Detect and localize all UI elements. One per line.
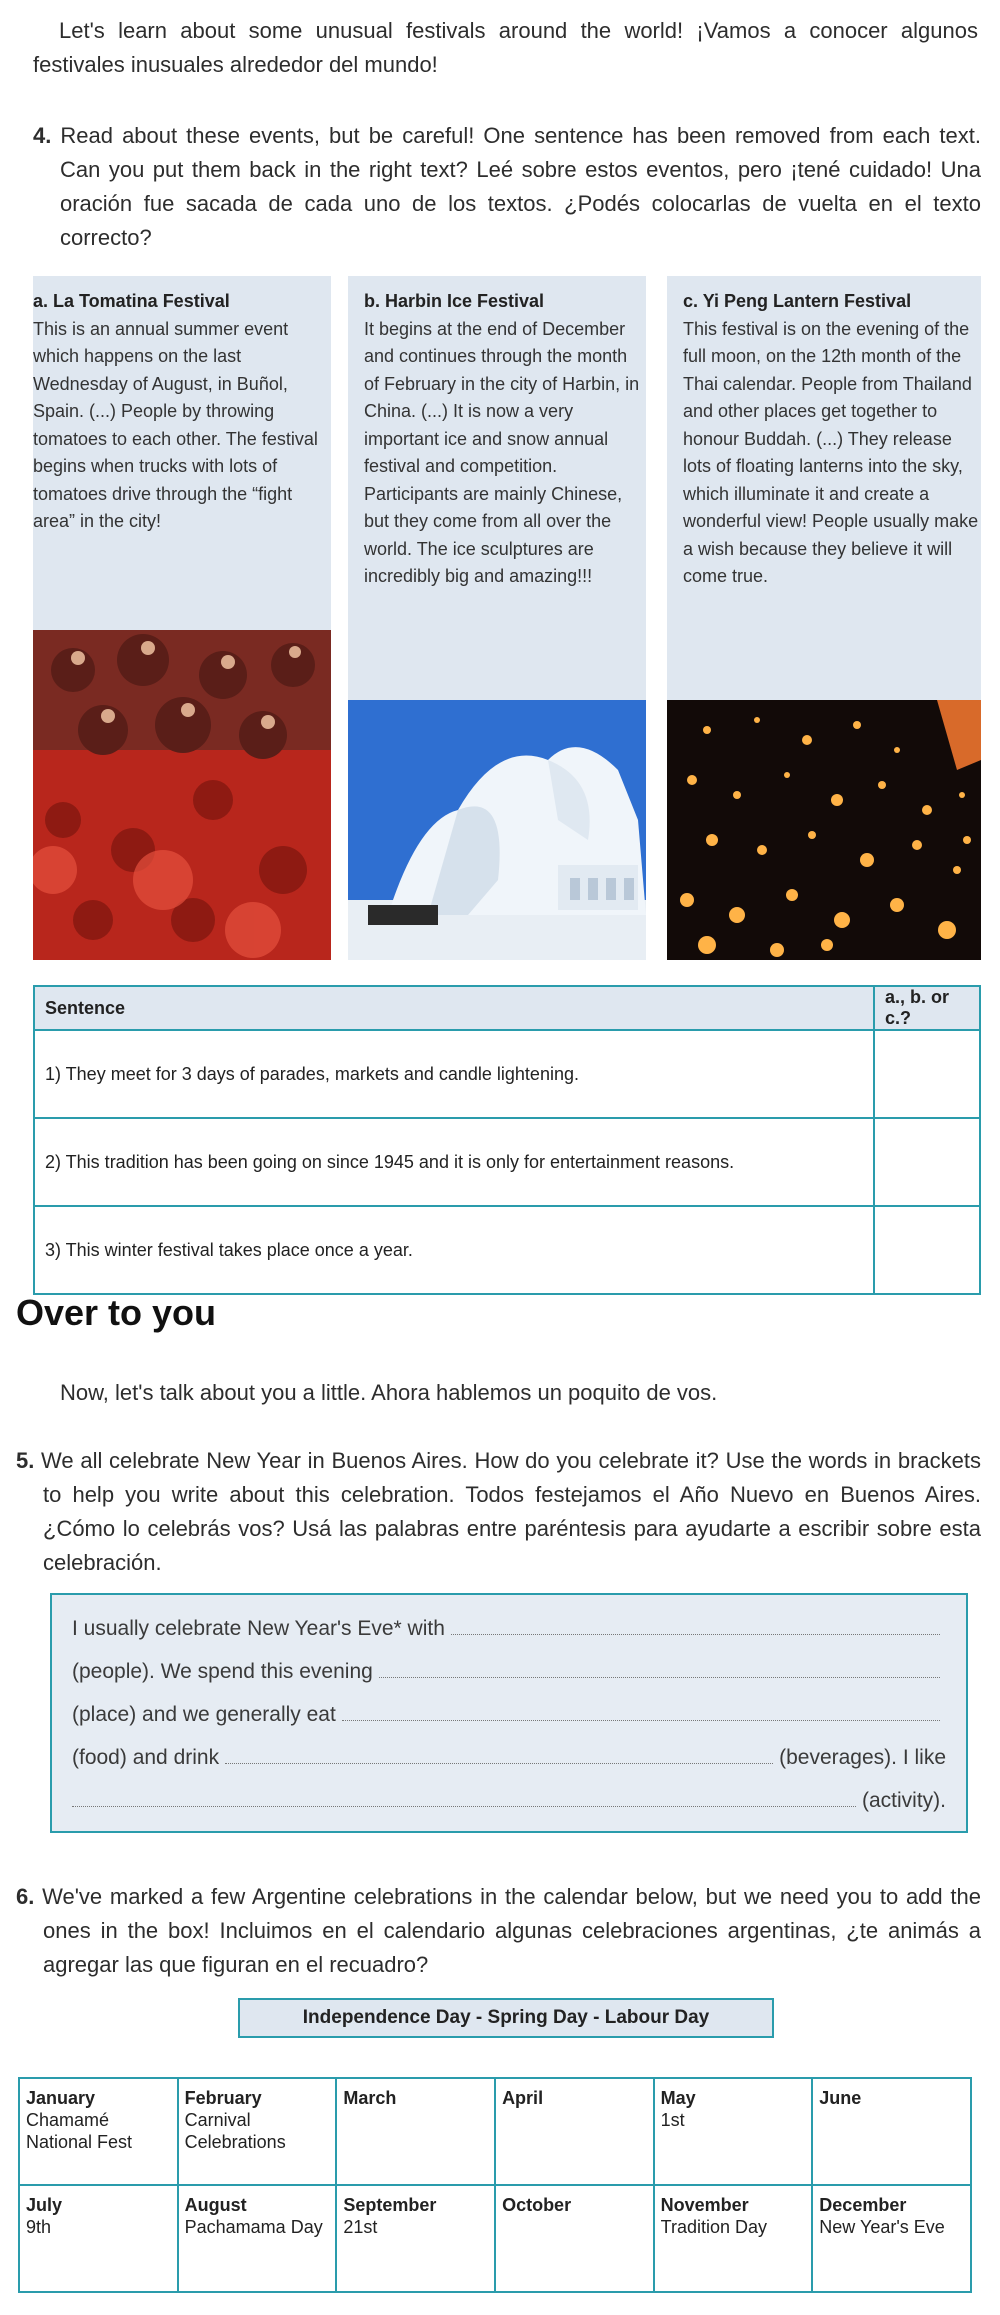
month-april: April [502, 2088, 544, 2108]
col-answer-header: a., b. or c.? [874, 986, 980, 1030]
month-february: February [184, 2088, 262, 2108]
writing-line-5-end: (activity). [862, 1789, 946, 1812]
month-may: May [660, 2088, 696, 2108]
month-june: June [819, 2088, 862, 2108]
writing-box [50, 1593, 968, 1833]
sentence-1: 1) They meet for 3 days of parades, markets and candle lightening. [34, 1030, 874, 1118]
calendar-cell-august[interactable] [178, 2185, 337, 2292]
table-row [34, 1206, 980, 1294]
calendar-table [18, 2077, 972, 2293]
question-4 [33, 119, 981, 255]
calendar-cell-september[interactable] [336, 2185, 495, 2292]
note-december: New Year's Eve [819, 2217, 945, 2237]
blank-people[interactable] [451, 1617, 940, 1635]
word-box: Independence Day - Spring Day - Labour Day [238, 1998, 774, 2038]
calendar-cell-april[interactable] [495, 2078, 654, 2185]
blank-place[interactable] [379, 1660, 940, 1678]
sentence-2: 2) This tradition has been going on since 1945 and it is only for entertainment reasons. [34, 1118, 874, 1206]
answer-cell-2[interactable] [874, 1118, 980, 1206]
intro-text: Let's learn about some unusual festivals around the world! ¡Vamos a conocer algunos festivales inusuales alrededor del mundo! [33, 18, 978, 77]
writing-line-4-end: (beverages). I like [779, 1746, 946, 1769]
month-september: September [343, 2195, 437, 2215]
month-july: July [26, 2195, 63, 2215]
col-sentence-header: Sentence [34, 986, 874, 1030]
note-september: 21st [343, 2217, 378, 2237]
question-6-number: 6. [16, 1884, 35, 1909]
festival-b-text: It begins at the end of December and continues through the month of February in the city of Harbin, in China. (...) It is now a very important ice and snow annual festival and competition. Participants are mainly Chinese, but they come from all over the world. The ice sculptures are incredibly big and amazing!!! [364, 318, 640, 586]
calendar-cell-october[interactable] [495, 2185, 654, 2292]
blank-activity[interactable] [72, 1789, 856, 1807]
question-4-text: Read about these events, but be careful! One sentence has been removed from each text. Can you put them back in the right text? Leé sobre estos eventos, pero ¡tené cuidado! Una oración fue sacada de cada uno de los textos. ¿Podés colocarlas de vuelta en el texto correcto? [60, 123, 981, 250]
writing-line-2-text: (people). We spend this evening [72, 1660, 373, 1683]
calendar-cell-november[interactable] [654, 2185, 813, 2292]
calendar-row-1 [19, 2078, 971, 2185]
question-5 [16, 1444, 981, 1580]
answer-cell-3[interactable] [874, 1206, 980, 1294]
over-to-you-text: Now, let's talk about you a little. Ahora hablemos un poquito de vos. [60, 1380, 718, 1405]
calendar-cell-december[interactable] [812, 2185, 971, 2292]
festival-a-title: a. La Tomatina Festival [33, 291, 230, 311]
note-july: 9th [26, 2217, 52, 2237]
month-december: December [819, 2195, 907, 2215]
sentence-table [33, 985, 981, 1295]
calendar-row-2 [19, 2185, 971, 2292]
question-6 [16, 1880, 981, 1982]
month-november: November [660, 2195, 749, 2215]
harbin-ice-photo [348, 700, 646, 960]
question-6-text: We've marked a few Argentine celebrations in the calendar below, but we need you to add the ones in the box! Incluimos en el calendario algunas celebraciones argentinas, ¿te animás a agregar las que figuran en el recuadro? [42, 1884, 981, 1977]
writing-line-4-text: (food) and drink [72, 1746, 220, 1769]
month-october: October [502, 2195, 572, 2215]
month-march: March [343, 2088, 397, 2108]
festival-panel-c [667, 276, 981, 960]
festival-panel-b [348, 276, 646, 960]
writing-line-3-text: (place) and we generally eat [72, 1703, 336, 1726]
sentence-3: 3) This winter festival takes place once a year. [34, 1206, 874, 1294]
answer-cell-1[interactable] [874, 1030, 980, 1118]
table-row [34, 1118, 980, 1206]
calendar-cell-march[interactable] [336, 2078, 495, 2185]
over-to-you-heading: Over to you [16, 1292, 217, 1333]
month-august: August [184, 2195, 247, 2215]
calendar-cell-june[interactable] [812, 2078, 971, 2185]
note-january: Chamamé National Fest [26, 2110, 133, 2152]
calendar-cell-january[interactable] [19, 2078, 178, 2185]
calendar-cell-july[interactable] [19, 2185, 178, 2292]
table-header-row [34, 986, 980, 1030]
writing-line-1-text: I usually celebrate New Year's Eve* with [72, 1617, 445, 1640]
festival-b-title: b. Harbin Ice Festival [364, 291, 545, 311]
note-may: 1st [660, 2110, 685, 2130]
tomatina-photo [33, 630, 331, 960]
calendar-cell-may[interactable] [654, 2078, 813, 2185]
question-5-number: 5. [16, 1448, 35, 1473]
note-february: Carnival Celebrations [184, 2110, 286, 2152]
table-row [34, 1030, 980, 1118]
calendar-cell-february[interactable] [178, 2078, 337, 2185]
lantern-photo [667, 700, 981, 960]
question-4-number: 4. [33, 123, 52, 148]
blank-food[interactable] [342, 1703, 940, 1721]
festival-a-text: This is an annual summer event which happens on the last Wednesday of August, in Buñol, Spain. (...) People by throwing tomatoes to each other. The festival begins when trucks with lots of tomatoes drive through the “fight area” in the city! [33, 318, 318, 531]
note-august: Pachamama Day [184, 2217, 323, 2237]
note-november: Tradition Day [660, 2217, 767, 2237]
festival-c-text: This festival is on the evening of the full moon, on the 12th month of the Thai calendar. People from Thailand and other places get together to honour Buddah. (...) They release lots of floating lanterns into the sky, which illuminate it and create a wonderful view! People usually make a wish because they believe it will come true. [683, 318, 979, 586]
blank-beverages[interactable] [225, 1746, 773, 1764]
month-january: January [26, 2088, 96, 2108]
festival-panel-a [33, 276, 331, 960]
festival-c-title: c. Yi Peng Lantern Festival [683, 291, 912, 311]
question-5-text: We all celebrate New Year in Buenos Aires. How do you celebrate it? Use the words in brackets to help you write about this celebration. Todos festejamos el Año Nuevo en Buenos Aires. ¿Cómo lo celebrás vos? Usá las palabras entre paréntesis para ayudarte a escribir sobre esta celebración. [41, 1448, 981, 1575]
